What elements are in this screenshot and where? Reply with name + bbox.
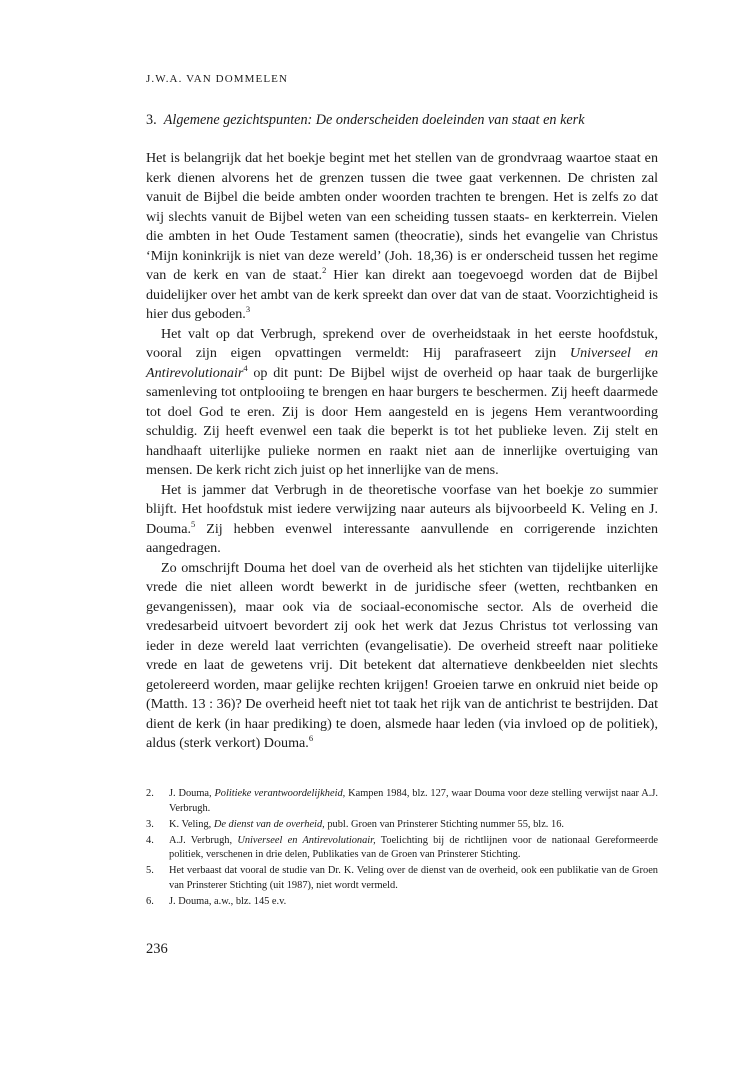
footnote-number: 5.: [146, 865, 154, 877]
footnote-text: A.J. Verbrugh, Universeel en Antirevolutionair, Toelichting bij de richtlijnen voor de nationaal Gereformeerde politiek, verschenen in drie delen, Publikaties van de Groen van Prinsterer Stichting.: [169, 834, 658, 861]
paragraph: Het valt op dat Verbrugh, sprekend over de overheidstaak in het eerste hoofdstuk, vooral zijn eigen opvattingen vermeldt: Hij parafraseert zijn Universeel en Antirevolutionair$^4$ op dit punt: De Bijbel wijst de overheid op haar taak de burgerlijke samenleving tot ontplooiing te brengen en haar burgers te beschermen. Zij heeft daarmede tot doel God te eren. Zij is door Hem aangesteld en is jegens Hem verantwoording schuldig. Zij heeft evenwel een taak die beperkt is tot het publieke leven. Zij stelt en handhaaft uiterlijke pulieke normen en raakt niet aan de innerlijke overtuiging van mensen. De kerk richt zich juist op het innerlijke van de mens.: [146, 325, 658, 478]
footnote: [146, 864, 658, 893]
footnote-text: J. Douma, a.w., blz. 145 e.v.: [169, 896, 287, 908]
section-title: Algemene gezichtspunten: De onderscheiden doeleinden van staat en kerk: [163, 112, 585, 128]
footnote-ref[interactable]: 6: [308, 733, 314, 743]
footnote-text: K. Veling, De dienst van de overheid, publ. Groen van Prinsterer Stichting nummer 55, blz. 16.: [169, 818, 564, 830]
paragraph: Zo omschrijft Douma het doel van de overheid als het stichten van tijdelijke uiterlijke vrede die niet alleen wordt bewerkt in de juridische sfeer (wetten, rechtbanken en gevangenissen), maar ook via de sociaal-economische sector. Als de overheid die vredesarbeid uitvoert bevordert zij ook het werk dat Jezus Christus tot verlossing van ieder in deze wereld laat verrichten (evangelisatie). De overheid streeft naar politieke vrede en laat de gewetens vrij. Dit betekent dat alternatieve denkbeelden niet slechts getolereerd worden, maar gelijke rechten krijgen! Groeien tarwe en onkruid niet beide op (Matth. 13 : 36)? De overheid heeft niet tot taak het rijk van de antichrist te bestrijden. Dat dient de kerk (in haar prediking) te doen, alsmede haar leden (via invloed op de politiek), aldus (sterk verkort) Douma.$^6$: [146, 559, 658, 751]
section-heading: [146, 111, 658, 129]
footnote-text: Het verbaast dat vooral de studie van Dr. K. Veling over de dienst van de overheid, ook een publikatie van de Groen van Prinsterer Stichting (uit 1987), niet wordt vermeld.: [169, 865, 658, 892]
paragraph: Het is belangrijk dat het boekje begint met het stellen van de grondvraag waartoe staat en kerk dienen alvorens het de grenzen tussen die twee gaat verkennen. De christen zal vanuit de Bijbel die beide ambten onder woorden trachten te brengen. Het is zelfs zo dat wij slechts vanuit de Bijbel weten van een scheiding tussen staats- en kerkterrein. Vielen die ambten in het Oude Testament samen (theocratie), sinds het evangelie van Christus ‘Mijn koninkrijk is niet van deze wereld’ (Joh. 18,36) is er onderscheid tussen het regime van de kerk en van de staat.$^2$ Hier kan direkt aan toegevoegd worden dat de Bijbel duidelijker over het ambt van de kerk spreekt dan over dat van de staat. Voorzichtigheid is hier dus geboden.$^3$: [146, 150, 658, 322]
footnote: [146, 818, 658, 833]
footnote-ref[interactable]: 5: [191, 518, 196, 529]
section-number: 3.: [146, 112, 157, 128]
footnote: [146, 834, 658, 863]
running-head: J.W.A. VAN DOMMELEN: [146, 73, 289, 85]
footnote: [146, 895, 658, 910]
footnote: [146, 787, 658, 816]
footnote-number: 3.: [146, 818, 154, 830]
footnote-number: 6.: [146, 896, 154, 908]
paragraph: Het is jammer dat Verbrugh in de theoretische voorfase van het boekje zo summier blijft. Het hoofdstuk mist iedere verwijzing naar auteurs als bijvoorbeeld K. Veling en J. Douma.$^5$ Zij hebben evenwel interessante aanvullende en corrigerende inzichten aangedragen.: [146, 481, 658, 556]
footnote-ref[interactable]: 3: [245, 304, 251, 314]
footnote-ref[interactable]: 2: [322, 265, 327, 275]
body-text: [146, 149, 658, 754]
footnote-text: J. Douma, Politieke verantwoordelijkheid, Kampen 1984, blz. 127, waar Douma voor deze stelling verwijst naar A.J. Verbrugh.: [169, 788, 658, 814]
footnote-number: 4.: [146, 834, 154, 846]
footnote-ref[interactable]: 4: [243, 362, 248, 373]
footnotes: [146, 787, 658, 911]
page-number: 236: [146, 941, 168, 957]
footnote-number: 2.: [146, 788, 154, 799]
